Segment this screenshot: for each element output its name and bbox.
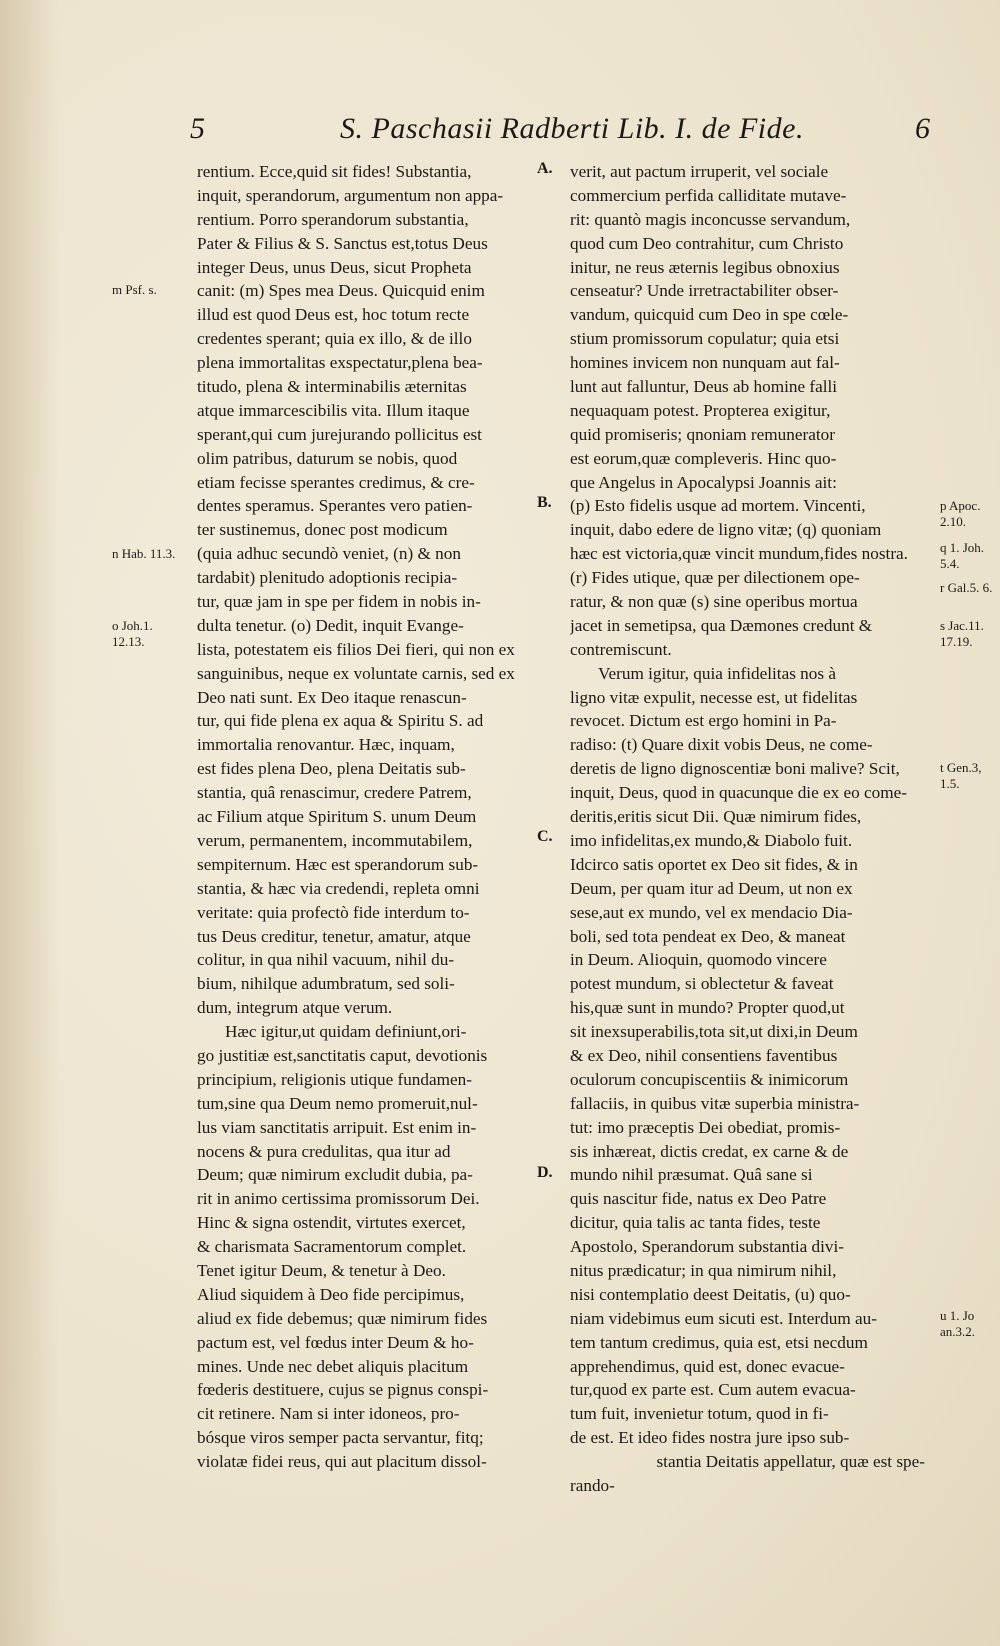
text-line: tut: imo præceptis Dei obediat, promis-: [570, 1117, 841, 1137]
text-line: rentium. Porro sperandorum substantia,: [197, 209, 469, 229]
text-line: contremiscunt.: [570, 639, 672, 659]
text-line: initur, ne reus æternis legibus obnoxius: [570, 257, 840, 277]
text-line: Tenet igitur Deum, & tenetur à Deo.: [197, 1260, 446, 1280]
text-line: nocens & pura credulitas, qua itur ad: [197, 1141, 451, 1161]
text-line: Hæc igitur,ut quidam definiunt,ori-: [225, 1022, 467, 1042]
text-line: est eorum,quæ compleveris. Hinc quo-: [570, 448, 837, 468]
text-line: homines invicem non nunquam aut fal-: [570, 353, 840, 373]
text-line: dum, integrum atque verum.: [197, 998, 393, 1018]
text-line: que Angelus in Apocalypsi Joannis ait:: [570, 472, 837, 492]
text-line: rando-: [570, 1475, 615, 1495]
text-line: apprehendimus, quid est, donec evacue-: [570, 1356, 845, 1376]
text-line: in Deum. Alioquin, quomodo vincere: [570, 950, 827, 970]
text-line: tardabit) plenitudo adoptionis recipia-: [197, 568, 458, 588]
text-line: sanguinibus, neque ex voluntate carnis, sed ex: [197, 663, 515, 683]
text-line: stantia, & hæc via credendi, repleta omni: [197, 878, 480, 898]
text-line: potest mundum, si oblectetur & faveat: [570, 974, 834, 994]
text-line: de est. Et ideo fides nostra jure ipso sub-: [570, 1428, 850, 1448]
text-line: revocet. Dictum est ergo homini in Pa-: [570, 711, 837, 731]
text-line: quid promiseris; qnoniam remunerator: [570, 424, 835, 444]
text-line: Deo nati sunt. Ex Deo itaque renascun-: [197, 687, 467, 707]
text-line: tur, qui fide plena ex aqua & Spiritu S. ad: [197, 711, 484, 731]
text-line: stantia, quâ renascimur, credere Patrem,: [197, 783, 472, 803]
text-line: canit: (m) Spes mea Deus. Quicquid enim: [197, 281, 485, 301]
text-line: ac Filium atque Spiritum S. unum Deum: [197, 807, 477, 827]
text-line: tum,sine qua Deum nemo promeruit,nul-: [197, 1093, 478, 1113]
text-line: verit, aut pactum irruperit, vel sociale: [570, 162, 829, 181]
text-line: & charismata Sacramentorum complet.: [197, 1237, 467, 1257]
text-line: & ex Deo, nihil consentiens faventibus: [570, 1045, 838, 1065]
text-line: nitus prædicatur; in qua nimirum nihil,: [570, 1260, 837, 1280]
text-line: ratur, & non quæ (s) sine operibus mortua: [570, 592, 858, 612]
text-line: niam videbimus eum sicuti est. Interdum au-: [570, 1308, 877, 1328]
margin-note-right-t: t Gen.3, 1.5.: [940, 760, 982, 791]
text-line: sperant,qui cum jurejurando pollicitus est: [197, 424, 482, 444]
text-line: tem tantum credimus, quia est, etsi necdum: [570, 1332, 868, 1352]
margin-note-right-u: u 1. Jo an.3.2.: [940, 1308, 976, 1339]
text-line: hæc est victoria,quæ vincit mundum,fides nostra.: [570, 544, 908, 564]
text-line: (p) Esto fidelis usque ad mortem. Vincenti,: [570, 496, 866, 516]
text-line: lus viam sanctitatis arripuit. Est enim in-: [197, 1117, 477, 1137]
text-line: credentes sperant; quia ex illo, & de illo: [197, 329, 472, 349]
text-line: etiam fecisse sperantes credimus, & cre-: [197, 472, 475, 492]
text-line: pactum est, vel fœdus inter Deum & ho-: [197, 1332, 474, 1352]
text-line: stantia Deitatis appellatur, quæ est spe-: [656, 1452, 925, 1472]
text-line: ter sustinemus, donec post modicum: [197, 520, 448, 540]
text-line: sit inexsuperabilis,tota sit,ut dixi,in Deum: [570, 1022, 858, 1042]
text-line: mines. Unde nec debet aliquis placitum: [197, 1356, 469, 1376]
text-line: sis inhæreat, dictis credat, ex carne & de: [570, 1141, 849, 1161]
text-line: go justitiæ est,sanctitatis caput, devotionis: [197, 1045, 488, 1065]
text-line: illud est quod Deus est, hoc totum recte: [197, 305, 470, 325]
text-line: olim patribus, daturum se nobis, quod: [197, 448, 458, 468]
text-line: sese,aut ex mundo, vel ex mendacio Dia-: [570, 902, 853, 922]
text-line: deritis,eritis sicut Dii. Quæ nimirum fides,: [570, 807, 862, 827]
margin-note-right-s: s Jac.11. 17.19.: [940, 618, 984, 649]
left-text-column: [197, 160, 547, 1474]
text-line: (r) Fides utique, quæ per dilectionem ope-: [570, 568, 860, 588]
text-line: his,quæ sunt in mundo? Propter quod,ut: [570, 998, 845, 1018]
text-line: lista, potestatem eis filios Dei fieri, qui non ex: [197, 639, 515, 659]
text-line: Idcirco satis oportet ex Deo sit fides, & in: [570, 854, 858, 874]
text-line: ligno vitæ expulit, necesse est, ut fidelitas: [570, 687, 858, 707]
text-line: radiso: (t) Quare dixit vobis Deus, ne come-: [570, 735, 873, 755]
running-header: [190, 112, 930, 152]
margin-note-right-q: q 1. Joh. 5.4.: [940, 540, 985, 571]
text-line: Hinc & signa ostendit, virtutes exercet,: [197, 1213, 466, 1233]
text-line: inquit, sperandorum, argumentum non appa-: [197, 185, 504, 205]
running-title: S. Paschasii Radberti Lib. I. de Fide.: [340, 112, 804, 145]
text-line: violatæ fidei reus, qui aut placitum dissol-: [197, 1452, 487, 1472]
text-line: tus Deus creditur, tenetur, amatur, atque: [197, 926, 471, 946]
text-line: fœderis destituere, cujus se pignus conspi-: [197, 1380, 489, 1400]
text-line: veritate: quia profectò fide interdum to-: [197, 902, 470, 922]
text-line: stium promissorum copulatur; quia etsi: [570, 329, 840, 349]
text-line: Deum; quæ nimirum excludit dubia, pa-: [197, 1165, 473, 1185]
text-line: commercium perfida calliditate mutave-: [570, 185, 847, 205]
text-line: lunt aut falluntur, Deus ab homine falli: [570, 377, 838, 397]
text-line: oculorum concupiscentiis & inimicorum: [570, 1069, 849, 1089]
text-line: atque immarcescibilis vita. Illum itaque: [197, 400, 470, 420]
text-line: quis nascitur fide, natus ex Deo Patre: [570, 1189, 827, 1209]
text-line: mundo nihil præsumat. Quâ sane si: [570, 1165, 813, 1185]
text-line: (quia adhuc secundò veniet, (n) & non: [197, 544, 461, 564]
text-line: aliud ex fide debemus; quæ nimirum fides: [197, 1308, 488, 1328]
text-line: rit in animo certissima promissorum Dei.: [197, 1189, 480, 1209]
right-text-column: [570, 160, 935, 1498]
text-line: Pater & Filius & S. Sanctus est,totus Deus: [197, 233, 488, 253]
text-line: tum fuit, invenietur totum, quod in fi-: [570, 1404, 829, 1424]
margin-note-left-o: o Joh.1. 12.13.: [112, 618, 153, 649]
margin-note-left-n: n Hab. 11.3.: [112, 546, 176, 561]
section-letter-c: C.: [537, 828, 553, 845]
text-line: plena immortalitas exspectatur,plena bea-: [197, 353, 483, 373]
text-line: verum, permanentem, incommutabilem,: [197, 830, 473, 850]
text-line: colitur, in qua nihil vacuum, nihil du-: [197, 950, 455, 970]
text-line: sempiternum. Hæc est sperandorum sub-: [197, 854, 479, 874]
page-number-right: 6: [915, 112, 930, 145]
text-line: rentium. Ecce,quid sit fides! Substantia,: [197, 162, 472, 181]
text-line: est fides plena Deo, plena Deitatis sub-: [197, 759, 466, 779]
text-line: bósque viros semper pacta servantur, fitq;: [197, 1428, 484, 1448]
section-letter-a: A.: [537, 160, 553, 177]
text-line: dicitur, quia talis ac tanta fides, teste: [570, 1213, 821, 1233]
text-line: censeatur? Unde irretractabiliter obser-: [570, 281, 839, 301]
text-line: vandum, quicquid cum Deo in spe cœle-: [570, 305, 849, 325]
text-line: quod cum Deo contrahitur, cum Christo: [570, 233, 844, 253]
text-line: integer Deus, unus Deus, sicut Propheta: [197, 257, 472, 277]
text-line: rit: quantò magis inconcusse servandum,: [570, 209, 851, 229]
text-line: tur,quod ex parte est. Cum autem evacua-: [570, 1380, 856, 1400]
text-line: nisi contemplatio deest Deitatis, (u) quo-: [570, 1284, 851, 1304]
text-line: Apostolo, Sperandorum substantia divi-: [570, 1237, 845, 1257]
text-line: nequaquam potest. Propterea exigitur,: [570, 400, 831, 420]
text-line: jacet in semetipsa, qua Dæmones credunt &: [570, 615, 873, 635]
text-line: boli, sed tota pendeat ex Deo, & maneat: [570, 926, 846, 946]
margin-note-right-p: p Apoc. 2.10.: [940, 498, 981, 529]
text-line: dulta tenetur. (o) Dedit, inquit Evange-: [197, 615, 464, 635]
text-line: titudo, plena & interminabilis æternitas: [197, 377, 467, 397]
text-line: Aliud siquidem à Deo fide percipimus,: [197, 1284, 465, 1304]
text-line: inquit, dabo edere de ligno vitæ; (q) quoniam: [570, 520, 882, 540]
margin-note-right-r: r Gal.5. 6.: [940, 580, 993, 595]
section-letter-b: B.: [537, 494, 552, 511]
text-line: Verum igitur, quia infidelitas nos à: [598, 663, 836, 683]
text-line: dentes speramus. Sperantes vero patien-: [197, 496, 473, 516]
margin-note-left-m: m Psf. s.: [112, 282, 157, 297]
text-line: Deum, per quam itur ad Deum, ut non ex: [570, 878, 853, 898]
text-line: cit retinere. Nam si inter idoneos, pro-: [197, 1404, 460, 1424]
text-line: tur, quæ jam in spe per fidem in nobis in-: [197, 592, 481, 612]
text-line: principium, religionis utique fundamen-: [197, 1069, 472, 1089]
text-line: deretis de ligno dignoscentiæ boni malive? Scit,: [570, 759, 900, 779]
text-line: inquit, Deus, quod in quacunque die ex eo come-: [570, 783, 907, 803]
text-line: immortalia renovantur. Hæc, inquam,: [197, 735, 455, 755]
text-line: fallaciis, in quibus vitæ superbia ministra-: [570, 1093, 860, 1113]
text-line: imo infidelitas,ex mundo,& Diabolo fuit.: [570, 830, 853, 850]
gutter-shadow: [0, 0, 60, 1646]
page-number-left: 5: [190, 112, 205, 145]
section-letter-d: D.: [537, 1164, 553, 1181]
text-line: bium, nihilque adumbratum, sed soli-: [197, 974, 455, 994]
